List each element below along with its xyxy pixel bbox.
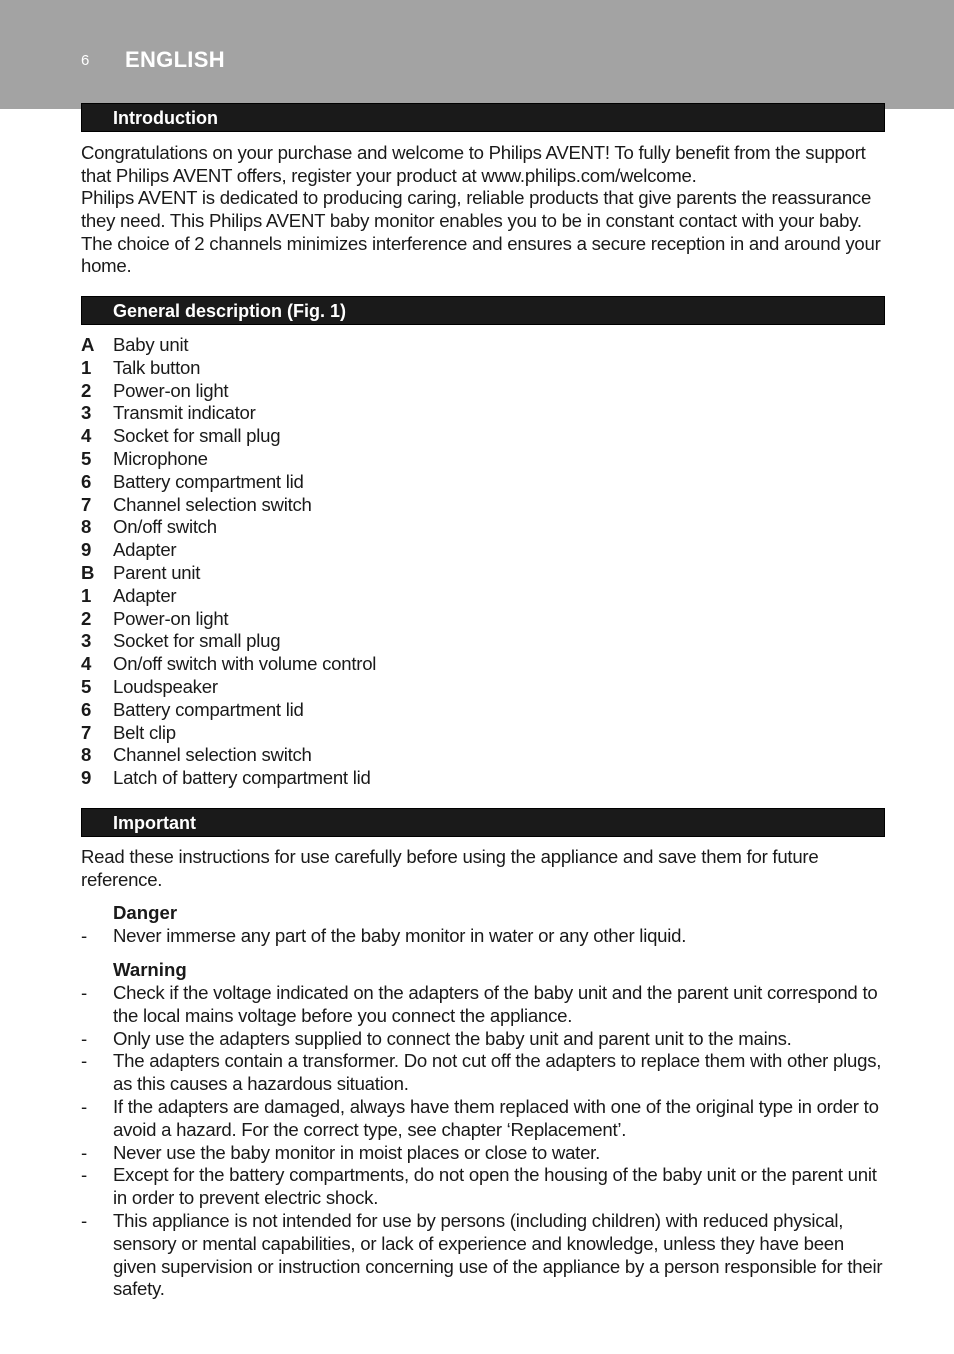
- item-key: 3: [81, 402, 92, 424]
- list-item: [81, 767, 376, 790]
- list-item: [81, 585, 376, 608]
- item-key: 3: [81, 630, 92, 652]
- list-item: [81, 494, 376, 517]
- item-label: Transmit indicator: [113, 402, 256, 424]
- list-item: [81, 653, 376, 676]
- list-item: [81, 630, 376, 653]
- item-label: On/off switch: [113, 516, 217, 538]
- item-key: 9: [81, 767, 92, 789]
- item-label: Socket for small plug: [113, 425, 281, 447]
- section-title-important: Important: [113, 813, 196, 833]
- item-label: Loudspeaker: [113, 675, 218, 697]
- bullet-item: [81, 1050, 887, 1096]
- item-key: 1: [81, 584, 92, 606]
- intro-paragraph-1: Congratulations on your purchase and welcome to Philips AVENT! To fully benefit from the support that Philips AVENT offers, register your product at www.philips.com/welcome.: [81, 142, 866, 186]
- item-key: 5: [81, 675, 92, 697]
- bullet-text: The adapters contain a transformer. Do not cut off the adapters to replace them with other plugs, as this causes a hazardous situation.: [113, 1050, 882, 1095]
- list-item: [81, 380, 376, 403]
- item-label: Latch of battery compartment lid: [113, 767, 371, 789]
- item-label: Adapter: [113, 539, 177, 561]
- bullet-dash: -: [81, 1209, 87, 1231]
- item-key: A: [81, 334, 95, 355]
- bullet-text: Only use the adapters supplied to connect the baby unit and parent unit to the mains.: [113, 1027, 792, 1049]
- section-bar-general-description: [81, 296, 885, 325]
- bullet-item: [81, 925, 887, 948]
- bullet-dash: -: [81, 925, 87, 946]
- warning-heading: Warning: [113, 959, 187, 980]
- item-label: Belt clip: [113, 721, 176, 743]
- item-key: 9: [81, 539, 92, 561]
- item-label: Adapter: [113, 584, 177, 606]
- bullet-item: [81, 1164, 887, 1210]
- item-key: 8: [81, 516, 92, 538]
- bullet-dash: -: [81, 1027, 87, 1049]
- bullet-dash: -: [81, 1164, 87, 1186]
- important-intro: Read these instructions for use carefully before using the appliance and save them for future reference.: [81, 846, 819, 890]
- item-key: 2: [81, 379, 92, 401]
- item-key: 7: [81, 493, 92, 515]
- section-title-introduction: Introduction: [113, 108, 218, 128]
- parts-list: [81, 334, 376, 790]
- item-label: Power-on light: [113, 379, 229, 401]
- item-label: Battery compartment lid: [113, 470, 304, 492]
- bullet-text: If the adapters are damaged, always have them replaced with one of the original type in order to avoid a hazard. For the correct type, see chapter ‘Replacement’.: [113, 1095, 879, 1140]
- bullet-item: [81, 1028, 887, 1051]
- bullet-text: Except for the battery compartments, do not open the housing of the baby unit or the parent unit in order to prevent electric shock.: [113, 1164, 877, 1209]
- section-bar-important: [81, 808, 885, 837]
- list-item: [81, 471, 376, 494]
- bullet-item: [81, 1142, 887, 1165]
- item-key: 5: [81, 447, 92, 469]
- list-item: [81, 448, 376, 471]
- item-label: Socket for small plug: [113, 630, 281, 652]
- section-title-general-description: General description (Fig. 1): [113, 301, 347, 321]
- item-key: 6: [81, 698, 92, 720]
- list-item: [81, 357, 376, 380]
- item-key: 4: [81, 653, 92, 675]
- bullet-dash: -: [81, 1141, 87, 1163]
- item-label: On/off switch with volume control: [113, 653, 377, 675]
- item-key: B: [81, 561, 95, 583]
- list-item: [81, 402, 376, 425]
- item-label: Parent unit: [113, 561, 201, 583]
- intro-paragraph-2: Philips AVENT is dedicated to producing caring, reliable products that give parents the reassurance they need. This Philips AVENT baby monitor enables you to be in constant contact with your baby. The choice of 2 channels minimizes interference and ensures a secure reception in and around your home.: [81, 187, 881, 277]
- page-number: 6: [81, 52, 90, 69]
- list-item: [81, 722, 376, 745]
- section-bar-introduction: [81, 103, 885, 132]
- list-item: [81, 516, 376, 539]
- danger-list: [81, 925, 887, 948]
- item-key: 4: [81, 425, 92, 447]
- item-key: 8: [81, 744, 92, 766]
- item-key: 6: [81, 470, 92, 492]
- bullet-item: [81, 982, 887, 1028]
- item-label: Channel selection switch: [113, 744, 312, 766]
- bullet-item: [81, 1210, 887, 1301]
- item-label: Channel selection switch: [113, 493, 312, 515]
- bullet-text: Check if the voltage indicated on the adapters of the baby unit and the parent unit correspond to the local mains voltage before you connect the appliance.: [113, 982, 878, 1026]
- list-item: [81, 699, 376, 722]
- item-key: 7: [81, 721, 92, 743]
- item-key: 1: [81, 356, 92, 378]
- list-item: [81, 425, 376, 448]
- item-key: 2: [81, 607, 92, 629]
- bullet-item: [81, 1096, 887, 1142]
- language-heading: ENGLISH: [125, 47, 225, 72]
- item-label: Microphone: [113, 447, 208, 469]
- list-item: [81, 539, 376, 562]
- list-item: [81, 562, 376, 585]
- warning-list: [81, 982, 887, 1301]
- bullet-dash: -: [81, 1050, 87, 1072]
- item-label: Baby unit: [113, 334, 189, 355]
- bullet-text: Never use the baby monitor in moist places or close to water.: [113, 1141, 601, 1163]
- bullet-dash: -: [81, 982, 87, 1003]
- list-item: [81, 744, 376, 767]
- list-item: [81, 676, 376, 699]
- item-label: Talk button: [113, 356, 201, 378]
- list-item: [81, 608, 376, 631]
- bullet-dash: -: [81, 1095, 87, 1117]
- bullet-text: Never immerse any part of the baby monitor in water or any other liquid.: [113, 925, 687, 946]
- item-label: Power-on light: [113, 607, 229, 629]
- danger-heading: Danger: [113, 902, 178, 923]
- item-label: Battery compartment lid: [113, 698, 304, 720]
- bullet-text: This appliance is not intended for use by persons (including children) with reduced physical, sensory or mental capabilities, or lack of experience and knowledge, unless they have been given supervision or instruction concerning use of the appliance by a person responsible for their safety.: [113, 1209, 883, 1300]
- list-item: [81, 334, 376, 357]
